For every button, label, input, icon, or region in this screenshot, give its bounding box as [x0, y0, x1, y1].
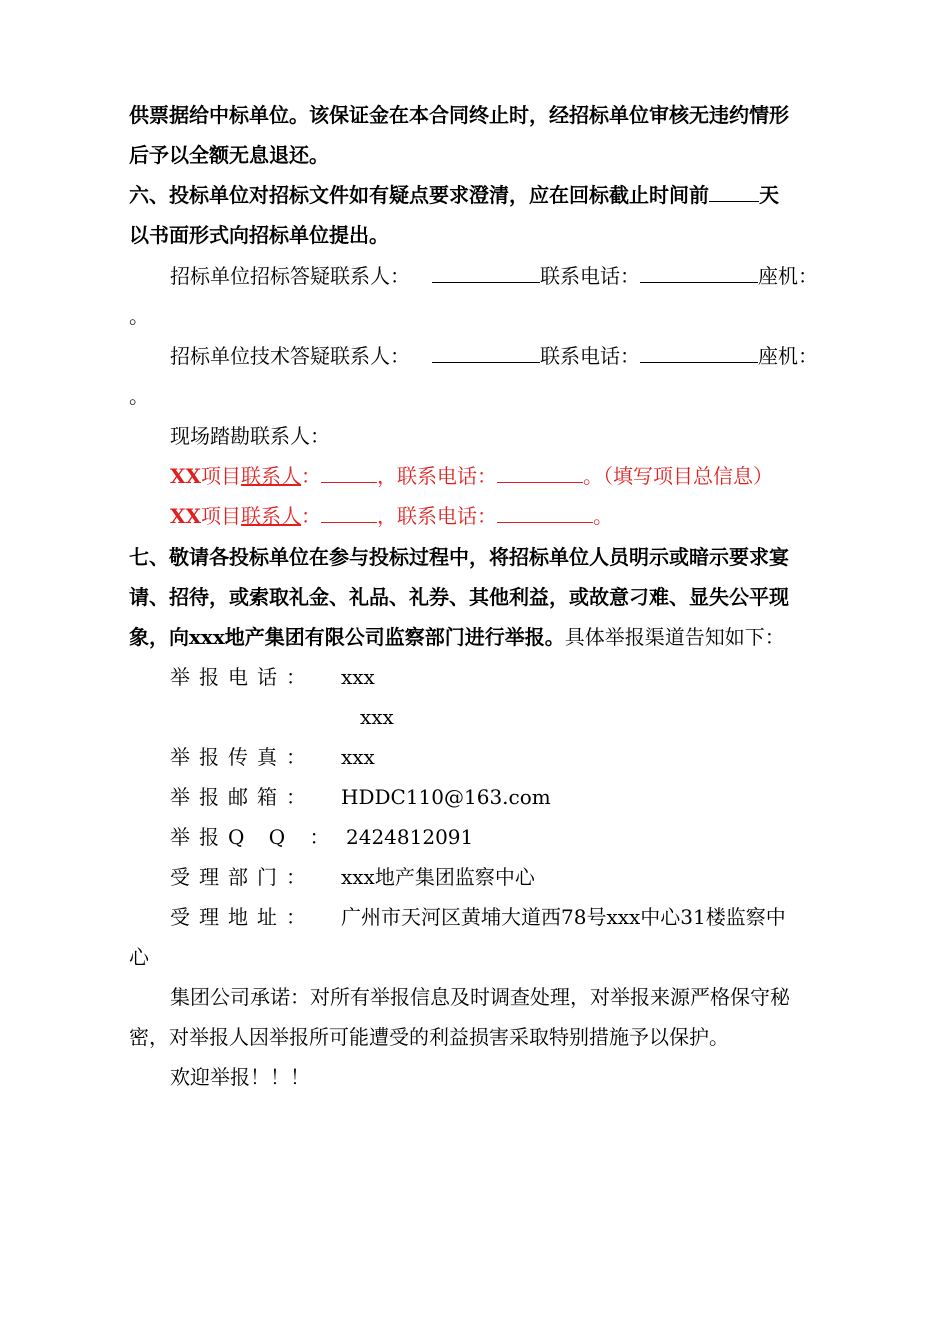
project-contact-line-1 [170, 462, 773, 490]
tech-contact-label: 招标单位技术答疑联系人： [170, 344, 410, 368]
project-colon: ： [301, 464, 322, 488]
report-fax-label: 举报传真： [170, 745, 315, 769]
report-qq-label: 举报Q Q ： [170, 825, 339, 849]
project-end: 。 [593, 504, 614, 528]
project-xx: XX [170, 504, 202, 528]
landline-label: 座机： [758, 344, 818, 368]
site-contact-label: 现场踏勘联系人： [170, 424, 330, 448]
project-phone-blank [497, 502, 593, 523]
tech-contact-blank [432, 342, 540, 363]
report-fax-row [170, 743, 870, 771]
phone-blank [640, 342, 758, 363]
paragraph-line: 以书面形式向招标单位提出。 [129, 223, 389, 247]
bid-contact-line [170, 262, 818, 290]
project-contact-word: 联系人 [241, 464, 302, 488]
report-addr-value: 广州市天河区黄埔大道西78号xxx中心31楼监察中 [341, 905, 786, 929]
report-phone-value-2: xxx [360, 705, 394, 729]
report-phone-label: 举报电话： [170, 665, 315, 689]
report-dept-label: 受理部门： [170, 865, 315, 889]
paragraph-line: 供票据给中标单位。该保证金在本合同终止时，经招标单位审核无违约情形 [129, 103, 789, 127]
project-phone-label: ，联系电话： [377, 504, 498, 528]
bid-contact-blank [432, 262, 540, 283]
section-7-normal-text: 具体举报渠道告知如下： [564, 625, 785, 649]
phone-label: 联系电话： [540, 344, 640, 368]
project-contact-blank [321, 462, 377, 483]
report-qq-value: 2424812091 [346, 825, 474, 849]
project-note: 。（填写项目总信息） [583, 464, 774, 488]
report-phone-value: xxx [341, 665, 375, 689]
project-contact-word: 联系人 [241, 504, 302, 528]
promise-line: 集团公司承诺：对所有举报信息及时调查处理，对举报来源严格保守秘 [170, 985, 790, 1009]
promise-line: 密，对举报人因举报所可能遭受的利益损害采取特别措施予以保护。 [129, 1025, 729, 1049]
report-phone-row [170, 663, 870, 691]
report-dept-row [170, 863, 870, 891]
project-word: 项目 [201, 464, 242, 488]
project-phone-blank [497, 462, 583, 483]
days-unit: 天 [759, 183, 779, 207]
project-contact-line-2 [170, 502, 613, 530]
landline-label: 座机： [758, 264, 818, 288]
report-dept-value: xxx地产集团监察中心 [341, 865, 535, 889]
paragraph-line: 后予以全额无息退还。 [129, 143, 329, 167]
report-addr-row [170, 903, 870, 931]
section-7-line: 七、敬请各投标单位在参与投标过程中，将招标单位人员明示或暗示要求宴 [129, 545, 789, 569]
report-addr-value-2: 心 [129, 945, 149, 969]
welcome-text: 欢迎举报！！！ [170, 1065, 310, 1089]
section-7-line [129, 623, 785, 651]
report-email-label: 举报邮箱： [170, 785, 315, 809]
phone-blank [640, 262, 758, 283]
report-addr-label: 受理地址： [170, 905, 315, 929]
project-xx: XX [170, 464, 202, 488]
project-colon: ： [301, 504, 322, 528]
period: 。 [129, 384, 149, 408]
days-blank [709, 181, 759, 202]
section-6-heading [129, 181, 779, 209]
phone-label: 联系电话： [540, 264, 640, 288]
project-contact-blank [321, 502, 377, 523]
section-6-text: 六、投标单位对招标文件如有疑点要求澄清，应在回标截止时间前 [129, 183, 709, 207]
project-word: 项目 [201, 504, 242, 528]
report-email-value: HDDC110@163.com [341, 785, 551, 809]
tech-contact-line [170, 342, 818, 370]
section-7-line: 请、招待，或索取礼金、礼品、礼券、其他利益，或故意刁难、显失公平现 [129, 585, 789, 609]
report-email-row [170, 783, 870, 811]
bid-contact-label: 招标单位招标答疑联系人： [170, 264, 410, 288]
section-7-bold-text: 象，向xxx地产集团有限公司监察部门进行举报。 [129, 625, 565, 649]
project-phone-label: ，联系电话： [377, 464, 498, 488]
report-fax-value: xxx [341, 745, 375, 769]
report-qq-row [170, 823, 870, 851]
period: 。 [129, 304, 149, 328]
